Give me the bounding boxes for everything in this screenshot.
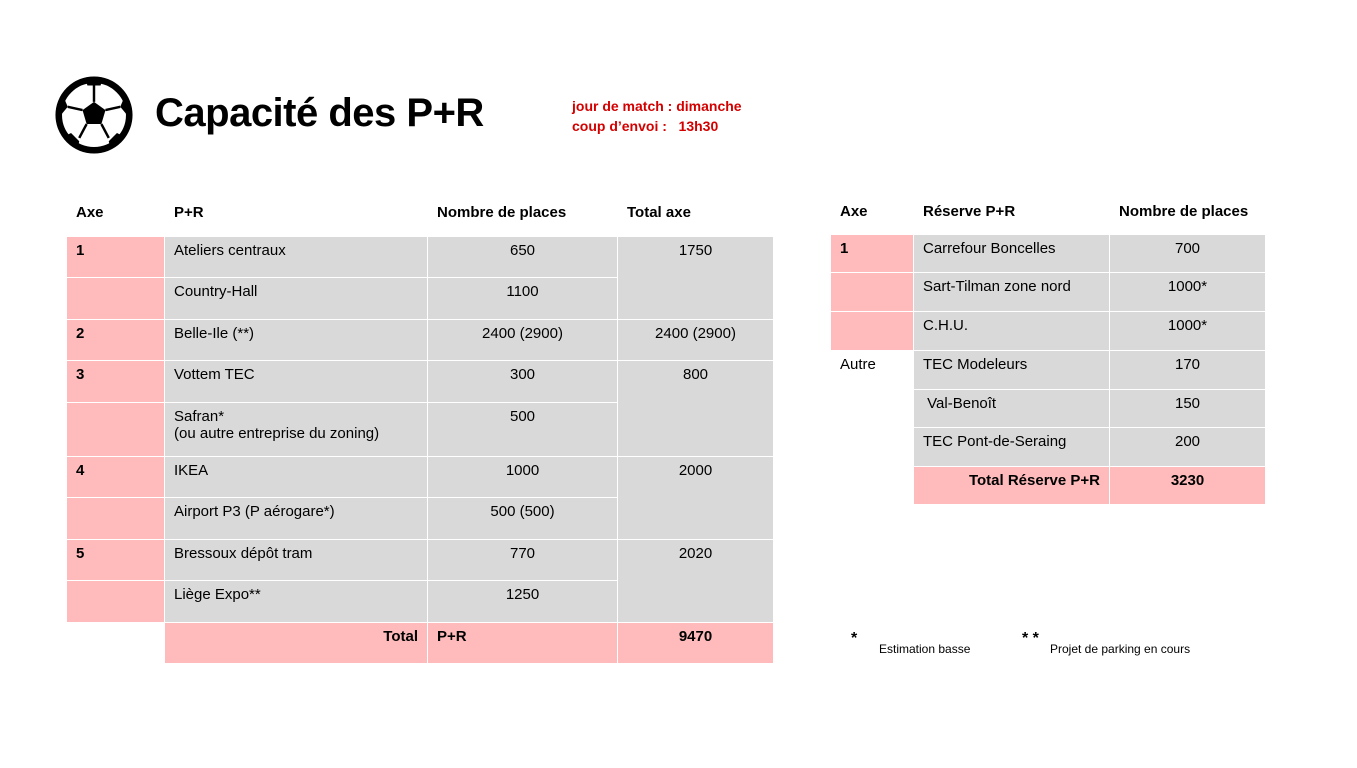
table-row [67,237,774,278]
pr-note: (ou autre entreprise du zoning) [174,425,380,442]
footnote-text: Estimation basse [879,642,971,656]
pr-cell: Val-Benoît [914,390,1110,428]
places-cell: 1000 [428,457,618,498]
table-row [67,540,774,581]
footnote-symbol: * [851,630,858,647]
axe-cell: Autre [831,351,914,390]
places-cell: 500 [428,403,618,457]
header-axe: Axe [831,189,914,235]
places-cell: 1000* [1110,312,1266,351]
total-axe-cell: 2400 (2900) [618,320,774,361]
places-cell: 1100 [428,278,618,320]
total-axe-cell: 1750 [618,237,774,320]
pr-cell: Bressoux dépôt tram [165,540,428,581]
total-axe-cell: 800 [618,361,774,457]
header-axe: Axe [67,189,165,237]
reserve-pr-table [830,188,1266,505]
table-row [831,273,1266,312]
axe-cell [831,312,914,351]
soccer-ball-icon [53,74,135,156]
pr-cell: C.H.U. [914,312,1110,351]
table-row [831,390,1266,428]
axe-cell [67,498,165,540]
table-row [67,361,774,403]
axe-cell [67,581,165,623]
total-label: Total Réserve P+R [914,467,1110,505]
grand-total: 3230 [1110,467,1266,505]
pr-cell: IKEA [165,457,428,498]
total-row [831,467,1266,505]
pr-cell: Ateliers centraux [165,237,428,278]
table-row [831,235,1266,273]
header-places: Nombre de places [1110,189,1266,235]
pr-cell: Vottem TEC [165,361,428,403]
match-info [572,96,742,136]
pr-cell: Airport P3 (P aérogare*) [165,498,428,540]
kickoff-time: coup d’envoi : 13h30 [572,118,719,134]
empty-cell [831,467,914,505]
places-cell: 650 [428,237,618,278]
axe-cell: 1 [67,237,165,278]
axe-cell: 3 [67,361,165,403]
table-row [67,320,774,361]
header-pr: P+R [165,189,428,237]
table-row [831,312,1266,351]
match-day: jour de match : dimanche [572,98,742,114]
header-total-axe: Total axe [618,189,774,237]
table-header-row [67,189,774,237]
pr-cell [165,403,428,457]
places-cell: 150 [1110,390,1266,428]
places-cell: 200 [1110,428,1266,467]
pr-cell: TEC Pont-de-Seraing [914,428,1110,467]
header-places: Nombre de places [428,189,618,237]
table-header-row [831,189,1266,235]
pr-cell: Belle-Ile (**) [165,320,428,361]
table-row [67,457,774,498]
pr-cell: Country-Hall [165,278,428,320]
axe-cell [67,278,165,320]
pr-cell: Carrefour Boncelles [914,235,1110,273]
places-cell: 170 [1110,351,1266,390]
total-row [67,623,774,664]
empty-cell [67,623,165,664]
footnote-symbol: * * [1022,630,1039,647]
places-cell: 1000* [1110,273,1266,312]
pr-cell: Sart-Tilman zone nord [914,273,1110,312]
pr-name: Safran* [174,408,225,425]
pr-capacity-table [66,188,774,664]
axe-cell: 1 [831,235,914,273]
axe-cell: 4 [67,457,165,498]
axe-cell [67,403,165,457]
axe-cell [831,428,914,467]
axe-cell: 2 [67,320,165,361]
table-row [831,351,1266,390]
grand-total: 9470 [618,623,774,664]
total-axe-cell: 2000 [618,457,774,540]
places-cell: 770 [428,540,618,581]
axe-cell: 5 [67,540,165,581]
pr-cell: TEC Modeleurs [914,351,1110,390]
axe-cell [831,273,914,312]
footnote-text: Projet de parking en cours [1050,642,1191,656]
total-axe-cell: 2020 [618,540,774,623]
header-reserve-pr: Réserve P+R [914,189,1110,235]
page-title: Capacité des P+R [155,91,484,135]
places-cell: 300 [428,361,618,403]
places-cell: 500 (500) [428,498,618,540]
total-pr-label: P+R [428,623,618,664]
places-cell: 1250 [428,581,618,623]
places-cell: 2400 (2900) [428,320,618,361]
pr-cell: Liège Expo** [165,581,428,623]
total-label: Total [165,623,428,664]
axe-cell [831,390,914,428]
table-row [831,428,1266,467]
places-cell: 700 [1110,235,1266,273]
